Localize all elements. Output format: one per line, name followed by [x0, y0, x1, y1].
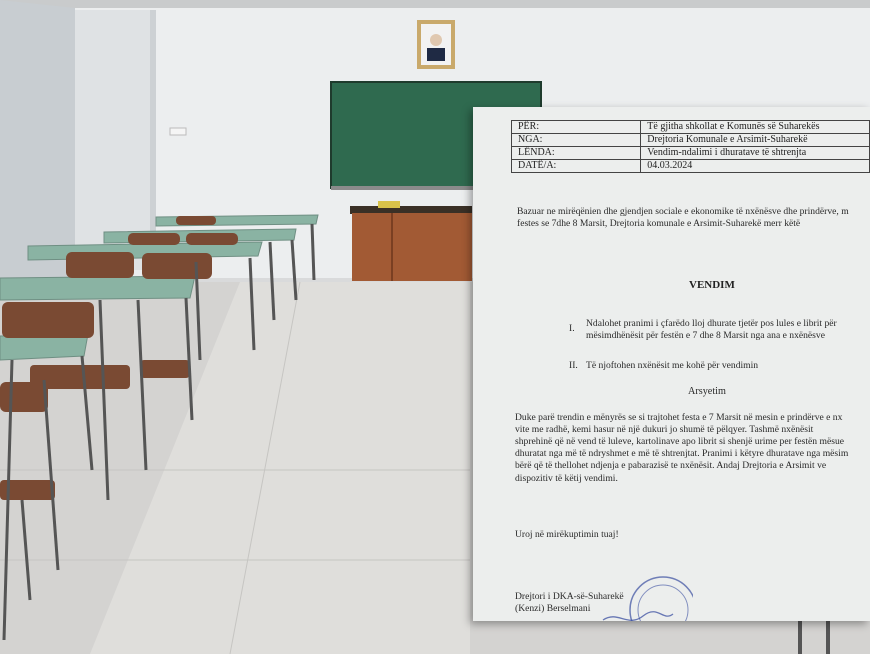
official-stamp-icon [593, 570, 693, 621]
body-line: bërë që të thellohet ndjenja e pabarazisë te nxënësit. Andaj Drejtoria e Arsimit ve [515, 460, 827, 471]
rationale-title: Arsyetim [688, 386, 726, 397]
closing-text: Uroj në mirëkuptimin tuaj! [515, 529, 619, 540]
body-line: dispozitiv të këtij vendimi. [515, 473, 618, 484]
header-value: Vendim-ndalimi i dhuratave të shtrenjta [641, 147, 870, 160]
header-row-subject [512, 147, 870, 160]
header-value: Drejtoria Komunale e Arsimit-Suharekë [641, 134, 870, 147]
intro-line-1: Bazuar ne mirëqënien dhe gjendjen sociale e ekonomike të nxënësve dhe prindërve, m [517, 206, 849, 217]
item-2-number: II. [569, 360, 578, 371]
document-header-table [511, 120, 870, 173]
intro-line-2: festes se 7dhe 8 Marsit, Drejtoria komunale e Arsimit-Suharekë merr këtë [517, 218, 801, 229]
body-line: Duke parë trendin e mënyrës se si trajtohet festa e 7 Marsit në mesin e prindërve e nx [515, 412, 843, 423]
body-line: dhuratat nga më të ndryshmet e më të shtrenjtat. Pranimi i këtyre dhuratave nga mësim [515, 448, 849, 459]
item-1-line-1: Ndalohet pranimi i çfarëdo lloj dhurate tjetër pos lules e librit për [586, 318, 837, 329]
header-value: Të gjitha shkollat e Komunës së Suharekës [641, 121, 870, 134]
signature-name: (Kenzi) Berselmani [515, 603, 591, 614]
item-2-text: Të njoftohen nxënësit me kohë për vendimin [586, 360, 759, 371]
item-1-number: I. [569, 323, 575, 334]
header-key: PËR: [512, 121, 641, 134]
header-row-to [512, 121, 870, 134]
decision-title: VENDIM [689, 279, 735, 291]
header-key: DATË/A: [512, 160, 641, 173]
header-key: NGA: [512, 134, 641, 147]
header-row-date [512, 160, 870, 173]
body-line: shprehinë që në vend të luleve, kartolinave apo librit si shenjë urime per festën mësue [515, 436, 845, 447]
header-value: 04.03.2024 [641, 160, 870, 173]
decision-document [473, 107, 870, 621]
signature-title: Drejtori i DKA-së-Suharekë [515, 591, 624, 602]
header-row-from [512, 134, 870, 147]
body-line: vite me radhë, kemi hasur në një dukuri jo shumë të pëlqyer. Tashmë nxënësit [515, 424, 814, 435]
item-1-line-2: mësimdhënësit për festën e 7 dhe 8 Marsit nga ana e nxënësve [586, 330, 825, 341]
header-key: LËNDA: [512, 147, 641, 160]
